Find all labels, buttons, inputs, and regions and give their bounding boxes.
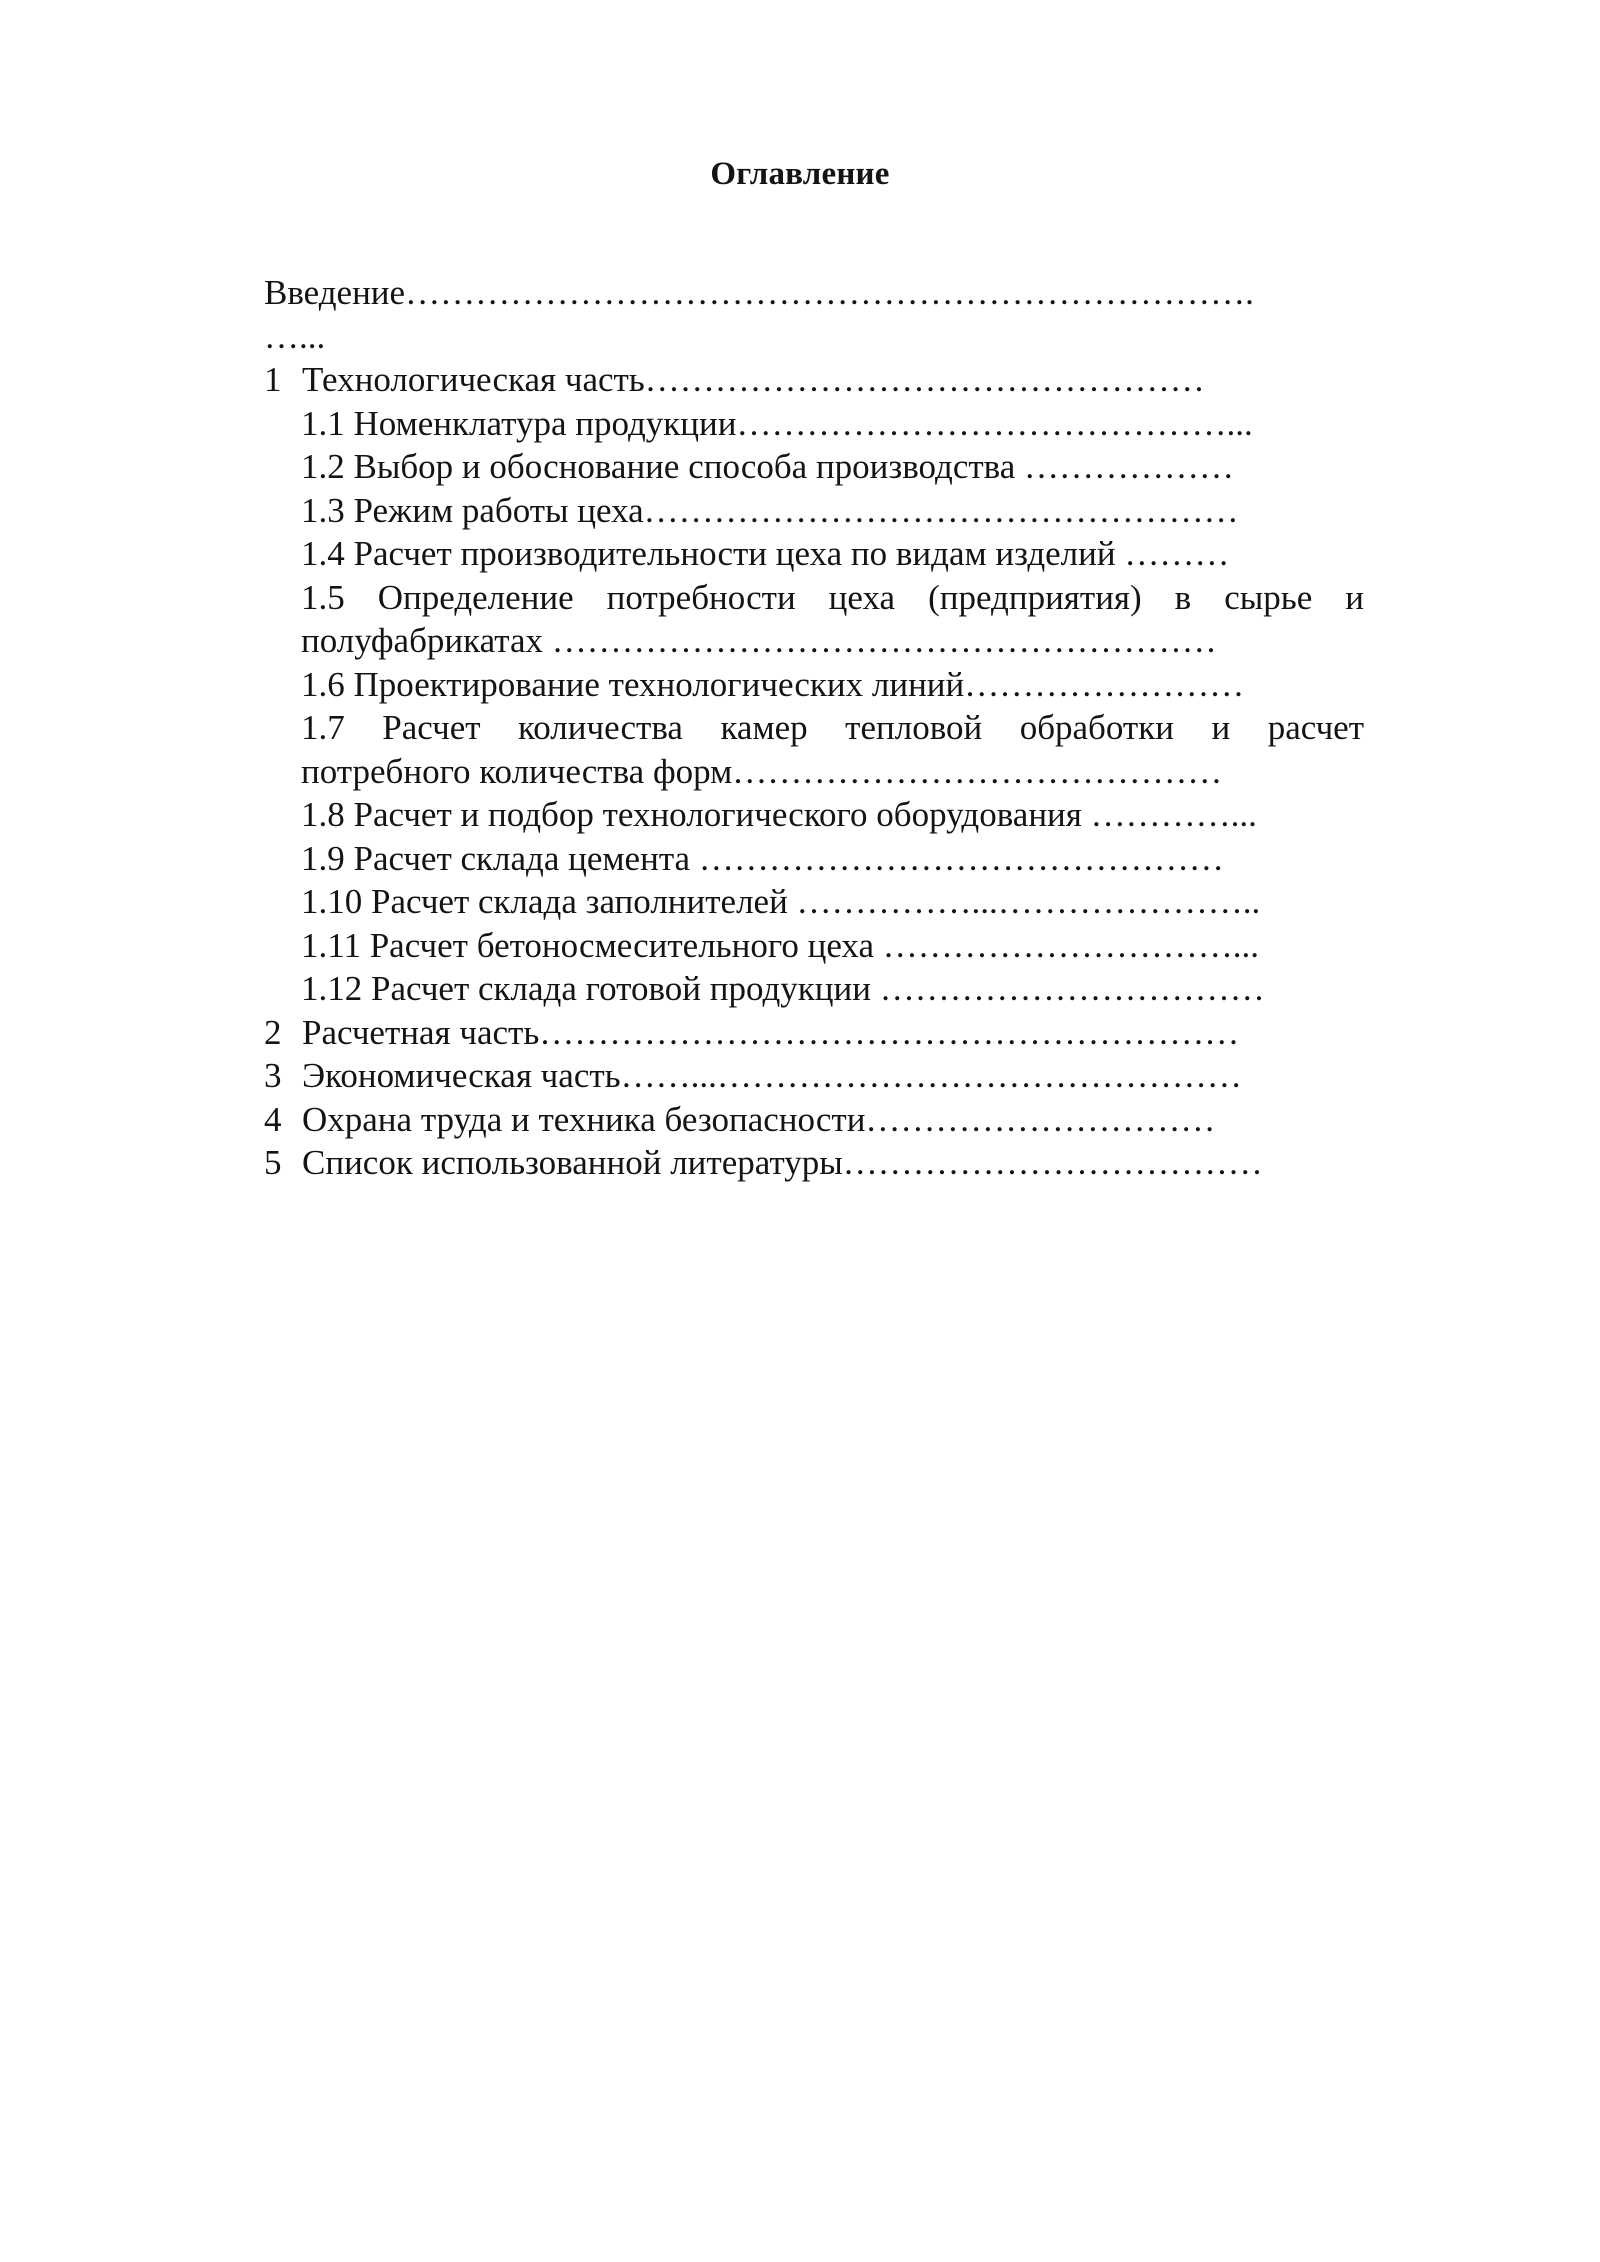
toc-entry-1-2: 1.2 Выбор и обоснование способа производства ……………… (301, 447, 1235, 486)
toc-entry-section-1: 1 Технологическая часть………………………………………… (264, 358, 1364, 402)
toc-entry-section-4: 4 Охрана труда и техника безопасности………………………… (264, 1098, 1364, 1142)
toc-entry-1-6: 1.6 Проектирование технологических линий…………………… (301, 664, 1245, 704)
toc-section-number: 2 (264, 1012, 282, 1052)
toc-entry-1-1: 1.1 Номенклатура продукции……………………………………... (301, 403, 1253, 443)
toc-entry-introduction: Введение………………………………………………………………. (264, 273, 1254, 312)
toc-section-number: 5 (264, 1143, 282, 1182)
toc-entry-1-7-continuation: потребного количества форм…………………………………… (301, 751, 1223, 791)
toc-section-number: 1 (264, 360, 282, 399)
toc-entry-section-5: 5 Список использованной литературы……………………………… (264, 1141, 1364, 1185)
toc-entry-1-5: 1.5 Определение потребности цеха (предприятия) в сырье и (301, 577, 1364, 617)
toc-entry-1-7: 1.7 Расчет количества камер тепловой обработки и расчет (301, 708, 1364, 747)
toc-entry-introduction-continuation: …... (264, 316, 326, 356)
table-of-contents (264, 271, 1364, 1185)
toc-entry-1-3: 1.3 Режим работы цеха…………………………………………… (301, 490, 1239, 530)
page-title: Оглавление (710, 156, 890, 192)
toc-entry-1-5-continuation: полуфабрикатах ………………………………………………… (301, 621, 1217, 660)
toc-entry-1-4: 1.4 Расчет производительности цеха по видам изделий ……… (301, 534, 1230, 573)
toc-entry-1-9: 1.9 Расчет склада цемента ……………………………………… (301, 838, 1224, 878)
toc-entry-1-10: 1.10 Расчет склада заполнителей ……………...………………….. (301, 882, 1261, 921)
toc-entry-1-12: 1.12 Расчет склада готовой продукции …………………………… (301, 969, 1265, 1008)
toc-section-number: 4 (264, 1099, 282, 1139)
toc-entry-1-11: 1.11 Расчет бетоносмесительного цеха …………………………... (301, 925, 1259, 965)
toc-entry-section-2: 2 Расчетная часть…………………………………………………… (264, 1011, 1364, 1055)
toc-section-number: 3 (264, 1056, 282, 1095)
toc-entry-section-3: 3 Экономическая часть……...……………………………………… (264, 1054, 1364, 1098)
toc-entry-1-8: 1.8 Расчет и подбор технологического оборудования …………... (301, 795, 1257, 834)
